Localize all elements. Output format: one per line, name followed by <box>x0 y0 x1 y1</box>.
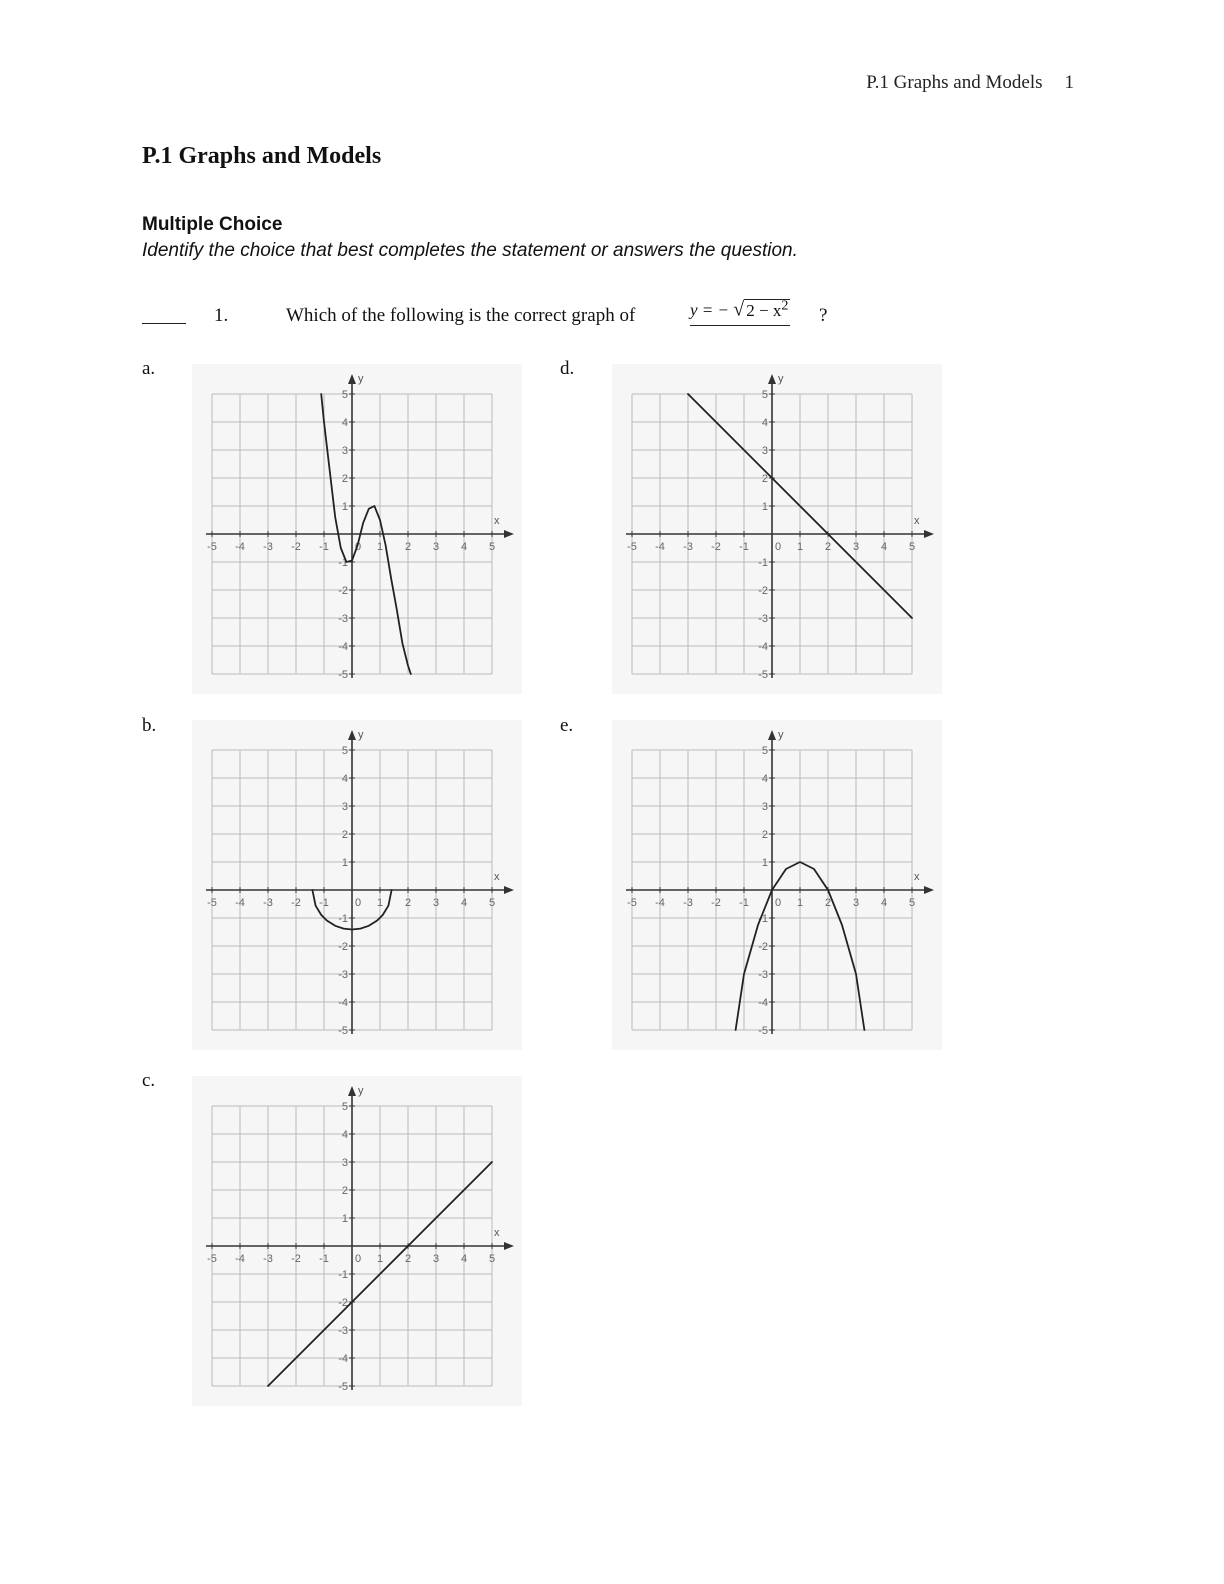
y-tick-label: -4 <box>338 641 348 653</box>
x-tick-label: 1 <box>376 541 384 553</box>
x-tick-label: 5 <box>908 897 916 909</box>
origin-label: 0 <box>355 541 362 553</box>
y-tick-label: -1 <box>338 557 348 569</box>
section-heading: Multiple Choice <box>142 214 283 235</box>
y-tick-label: 1 <box>761 857 768 869</box>
formula-radicand <box>744 299 790 320</box>
x-tick-label: 1 <box>376 897 384 909</box>
x-tick-label: 3 <box>852 897 860 909</box>
x-tick-label: 2 <box>824 541 832 553</box>
y-tick-label: 4 <box>341 417 348 429</box>
graph-choice-c[interactable] <box>192 1076 522 1406</box>
radical-sign-icon: √ <box>733 298 745 321</box>
x-tick-label: -1 <box>319 1253 329 1265</box>
y-tick-label: 2 <box>341 829 348 841</box>
x-tick-label: -4 <box>235 1253 245 1265</box>
y-tick-label: 3 <box>761 445 768 457</box>
y-tick-label: -2 <box>338 941 348 953</box>
y-tick-label: -5 <box>758 1025 768 1037</box>
x-tick-label: 4 <box>880 541 888 553</box>
x-tick-label: -5 <box>207 541 217 553</box>
y-axis-arrow-icon <box>768 374 776 384</box>
y-tick-label: 2 <box>761 473 768 485</box>
y-tick-label: -5 <box>758 669 768 681</box>
y-axis-arrow-icon <box>348 374 356 384</box>
y-tick-label: -1 <box>338 1269 348 1281</box>
choice-letter-e: e. <box>560 715 574 736</box>
x-tick-label: -2 <box>291 541 301 553</box>
x-tick-label: 4 <box>460 897 468 909</box>
origin-label: 0 <box>775 541 782 553</box>
y-tick-label: 3 <box>341 801 348 813</box>
y-tick-label: 1 <box>341 501 348 513</box>
x-tick-label: -2 <box>291 897 301 909</box>
x-tick-label: -5 <box>627 541 637 553</box>
x-axis-label: x <box>914 871 920 883</box>
y-tick-label: -3 <box>338 613 348 625</box>
formula-exponent: 2 <box>781 297 789 313</box>
x-tick-label: -4 <box>235 541 245 553</box>
x-tick-label: 3 <box>852 541 860 553</box>
y-tick-label: -3 <box>758 969 768 981</box>
x-tick-label: -2 <box>711 897 721 909</box>
y-tick-label: 4 <box>341 1129 348 1141</box>
y-tick-label: 1 <box>341 1213 348 1225</box>
x-tick-label: -1 <box>739 541 749 553</box>
question-number: 1. <box>214 305 229 326</box>
x-axis-arrow-icon <box>924 886 934 894</box>
y-tick-label: -3 <box>338 969 348 981</box>
x-tick-label: -5 <box>207 1253 217 1265</box>
running-header <box>866 72 1074 94</box>
x-tick-label: 2 <box>404 1253 412 1265</box>
origin-label: 0 <box>355 897 362 909</box>
x-tick-label: -1 <box>319 541 329 553</box>
answer-blank[interactable] <box>142 323 186 324</box>
x-tick-label: 3 <box>432 541 440 553</box>
y-tick-label: -1 <box>758 913 768 925</box>
x-tick-label: -5 <box>627 897 637 909</box>
y-axis-label: y <box>358 729 364 741</box>
graph-choice-e[interactable] <box>612 720 942 1050</box>
y-axis-label: y <box>358 1085 364 1097</box>
y-tick-label: -2 <box>758 585 768 597</box>
y-tick-label: -2 <box>338 1297 348 1309</box>
x-axis-arrow-icon <box>504 530 514 538</box>
y-tick-label: -4 <box>338 997 348 1009</box>
y-tick-label: 5 <box>341 389 348 401</box>
origin-label: 0 <box>775 897 782 909</box>
x-tick-label: 5 <box>488 897 496 909</box>
page-number: 1 <box>1064 72 1074 93</box>
x-tick-label: -5 <box>207 897 217 909</box>
section-instructions: Identify the choice that best completes the statement or answers the question. <box>142 240 798 261</box>
x-axis-label: x <box>494 871 500 883</box>
x-tick-label: -3 <box>263 897 273 909</box>
x-tick-label: 2 <box>824 897 832 909</box>
x-axis-label: x <box>494 1227 500 1239</box>
choice-letter-b: b. <box>142 715 157 736</box>
x-axis-label: x <box>494 515 500 527</box>
x-tick-label: 4 <box>460 541 468 553</box>
x-tick-label: -1 <box>739 897 749 909</box>
x-tick-label: 1 <box>796 897 804 909</box>
y-tick-label: -3 <box>758 613 768 625</box>
y-axis-label: y <box>358 373 364 385</box>
x-tick-label: -3 <box>263 541 273 553</box>
x-tick-label: -1 <box>319 897 329 909</box>
y-tick-label: 5 <box>341 745 348 757</box>
y-tick-label: -5 <box>338 1025 348 1037</box>
y-tick-label: 5 <box>761 389 768 401</box>
y-tick-label: 1 <box>341 857 348 869</box>
x-tick-label: 4 <box>460 1253 468 1265</box>
choice-letter-a: a. <box>142 358 156 379</box>
x-tick-label: -2 <box>711 541 721 553</box>
y-tick-label: -2 <box>758 941 768 953</box>
question-1 <box>142 297 1042 337</box>
y-tick-label: 1 <box>761 501 768 513</box>
y-tick-label: 4 <box>761 417 768 429</box>
page-title: P.1 Graphs and Models <box>142 143 382 169</box>
x-tick-label: -4 <box>655 541 665 553</box>
x-axis-arrow-icon <box>504 886 514 894</box>
y-tick-label: 3 <box>341 445 348 457</box>
x-tick-label: 5 <box>488 541 496 553</box>
y-tick-label: 3 <box>761 801 768 813</box>
y-axis-label: y <box>778 373 784 385</box>
formula-lhs: y = − <box>690 300 729 320</box>
x-tick-label: -2 <box>291 1253 301 1265</box>
x-tick-label: -3 <box>683 541 693 553</box>
x-tick-label: 5 <box>908 541 916 553</box>
y-tick-label: 2 <box>341 473 348 485</box>
choice-letter-d: d. <box>560 358 575 379</box>
x-tick-label: -4 <box>235 897 245 909</box>
y-axis-arrow-icon <box>348 1086 356 1096</box>
x-axis-label: x <box>914 515 920 527</box>
question-formula <box>690 297 790 331</box>
y-tick-label: -1 <box>758 557 768 569</box>
x-tick-label: 3 <box>432 1253 440 1265</box>
x-tick-label: 1 <box>376 1253 384 1265</box>
x-tick-label: 3 <box>432 897 440 909</box>
y-tick-label: 2 <box>761 829 768 841</box>
x-tick-label: -3 <box>263 1253 273 1265</box>
question-text: Which of the following is the correct graph of <box>286 305 636 326</box>
y-tick-label: 5 <box>761 745 768 757</box>
graph-choice-d[interactable] <box>612 364 942 694</box>
y-tick-label: -1 <box>338 913 348 925</box>
x-tick-label: 4 <box>880 897 888 909</box>
y-tick-label: 4 <box>761 773 768 785</box>
choice-letter-c: c. <box>142 1070 156 1091</box>
y-axis-arrow-icon <box>348 730 356 740</box>
x-axis-arrow-icon <box>924 530 934 538</box>
y-axis-arrow-icon <box>768 730 776 740</box>
y-tick-label: -5 <box>338 669 348 681</box>
graph-choice-b[interactable] <box>192 720 522 1050</box>
graph-choice-a[interactable] <box>192 364 522 694</box>
running-title: P.1 Graphs and Models <box>866 72 1043 93</box>
y-tick-label: -4 <box>758 997 768 1009</box>
x-tick-label: -3 <box>683 897 693 909</box>
origin-label: 0 <box>355 1253 362 1265</box>
y-tick-label: -5 <box>338 1381 348 1393</box>
y-tick-label: -4 <box>338 1353 348 1365</box>
y-tick-label: 5 <box>341 1101 348 1113</box>
y-tick-label: 3 <box>341 1157 348 1169</box>
y-tick-label: 4 <box>341 773 348 785</box>
formula-underline <box>690 325 790 326</box>
x-tick-label: 2 <box>404 897 412 909</box>
y-tick-label: -4 <box>758 641 768 653</box>
x-tick-label: -4 <box>655 897 665 909</box>
question-mark: ? <box>819 305 828 326</box>
x-tick-label: 1 <box>796 541 804 553</box>
x-tick-label: 5 <box>488 1253 496 1265</box>
y-tick-label: 2 <box>341 1185 348 1197</box>
y-axis-label: y <box>778 729 784 741</box>
formula-radicand-text: 2 − x <box>746 300 782 320</box>
x-axis-arrow-icon <box>504 1242 514 1250</box>
y-tick-label: -3 <box>338 1325 348 1337</box>
y-tick-label: -2 <box>338 585 348 597</box>
x-tick-label: 2 <box>404 541 412 553</box>
